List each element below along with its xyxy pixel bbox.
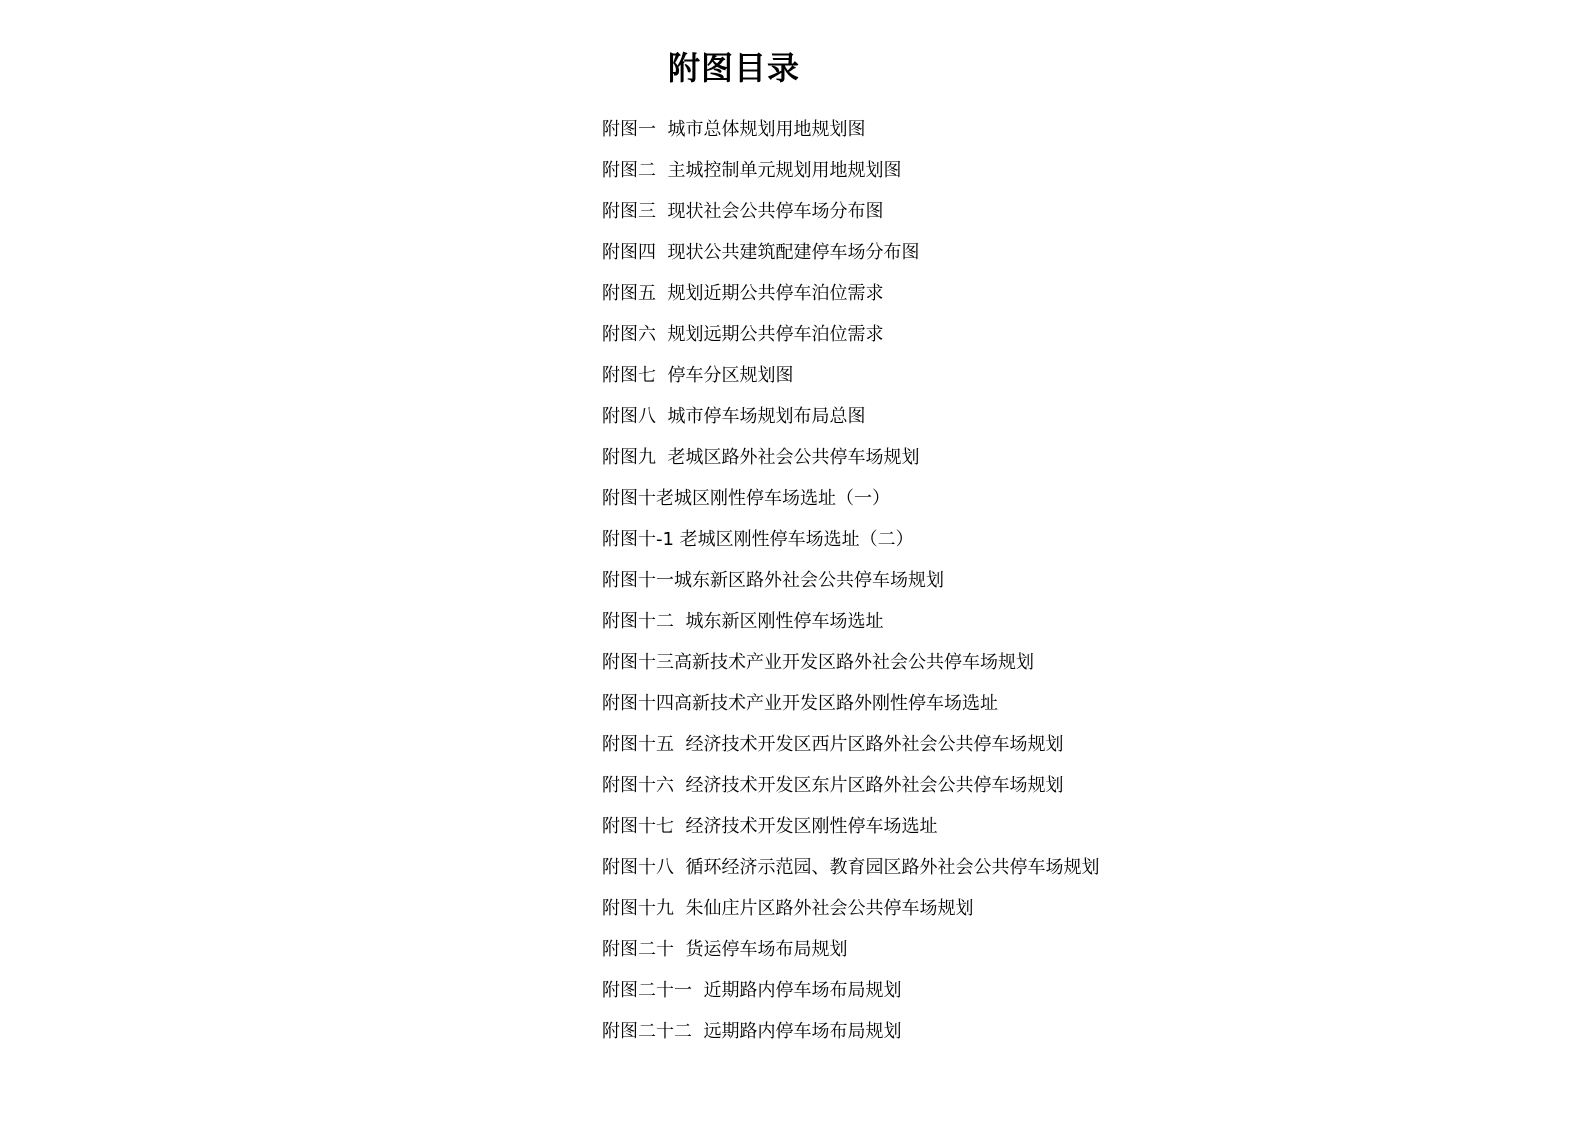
list-item: 附图三 现状社会公共停车场分布图	[602, 201, 884, 222]
list-item: 附图二 主城控制单元规划用地规划图	[602, 160, 902, 181]
list-item: 附图十一城东新区路外社会公共停车场规划	[602, 570, 944, 591]
list-item: 附图七 停车分区规划图	[602, 365, 794, 386]
appendix-figure-list	[602, 116, 1099, 1059]
list-item: 附图十二 城东新区刚性停车场选址	[602, 611, 884, 632]
list-item: 附图十三高新技术产业开发区路外社会公共停车场规划	[602, 652, 1034, 673]
list-item: 附图十五 经济技术开发区西片区路外社会公共停车场规划	[602, 734, 1064, 755]
page-title: 附图目录	[668, 49, 801, 87]
list-item: 附图六 规划远期公共停车泊位需求	[602, 324, 884, 345]
list-item: 附图四 现状公共建筑配建停车场分布图	[602, 242, 920, 263]
list-item: 附图十四高新技术产业开发区路外刚性停车场选址	[602, 693, 998, 714]
list-item: 附图二十二 远期路内停车场布局规划	[602, 1021, 902, 1042]
list-item: 附图十八 循环经济示范园、教育园区路外社会公共停车场规划	[602, 857, 1100, 878]
list-item: 附图二十 货运停车场布局规划	[602, 939, 848, 960]
list-item: 附图十七 经济技术开发区刚性停车场选址	[602, 816, 938, 837]
list-item: 附图十六 经济技术开发区东片区路外社会公共停车场规划	[602, 775, 1064, 796]
list-item: 附图一 城市总体规划用地规划图	[602, 119, 866, 140]
list-item: 附图十老城区刚性停车场选址（一）	[602, 488, 890, 509]
list-item: 附图五 规划近期公共停车泊位需求	[602, 283, 884, 304]
list-item: 附图二十一 近期路内停车场布局规划	[602, 980, 902, 1001]
list-item: 附图十九 朱仙庄片区路外社会公共停车场规划	[602, 898, 974, 919]
list-item: 附图八 城市停车场规划布局总图	[602, 406, 866, 427]
list-item: 附图十-1 老城区刚性停车场选址（二）	[602, 529, 914, 550]
list-item: 附图九 老城区路外社会公共停车场规划	[602, 447, 920, 468]
